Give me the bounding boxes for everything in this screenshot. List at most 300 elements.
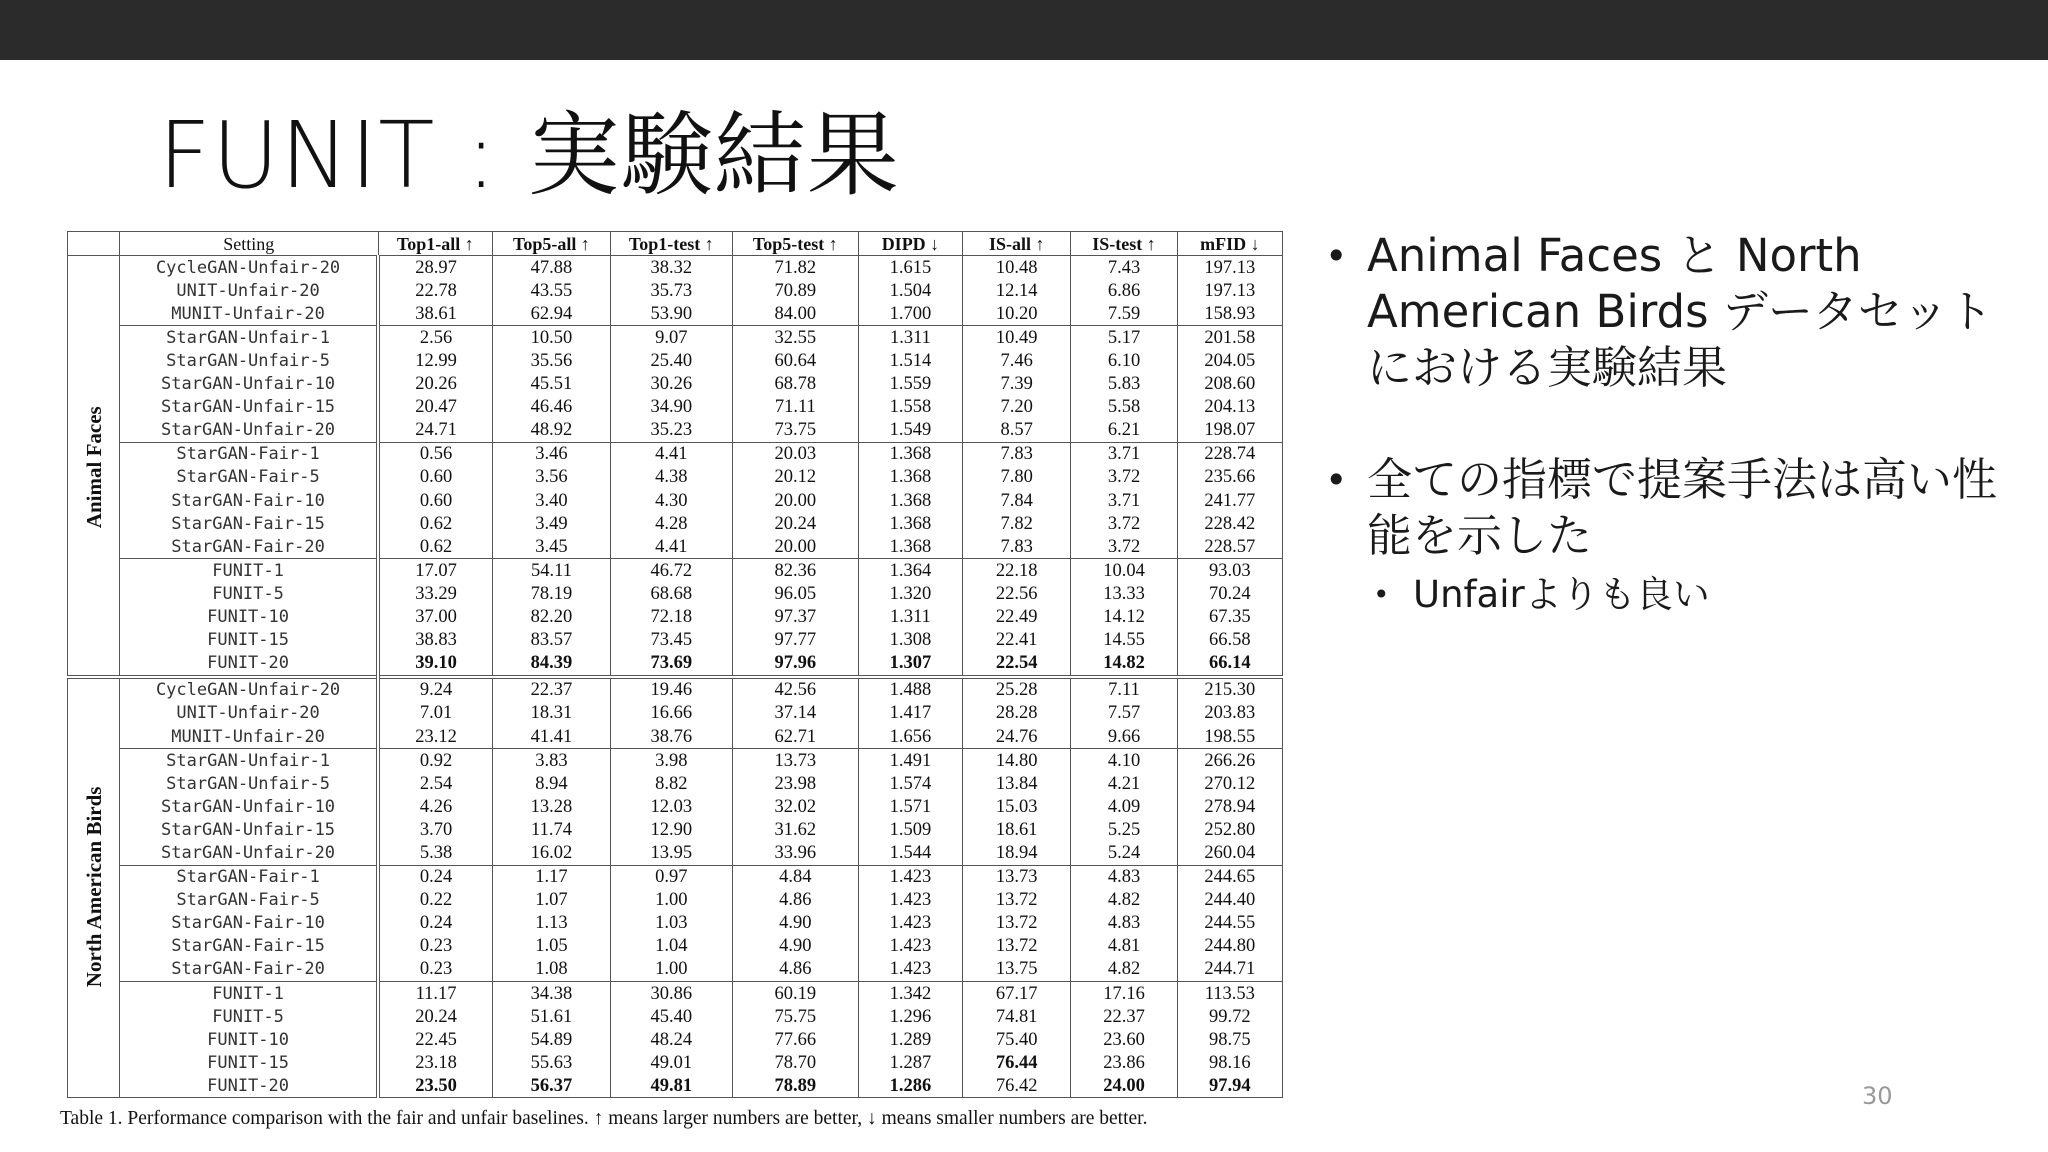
setting-cell: StarGAN-Unfair-10 bbox=[120, 795, 378, 818]
value-cell: 97.94 bbox=[1177, 1074, 1282, 1098]
value-cell: 1.514 bbox=[858, 349, 962, 372]
value-cell: 20.03 bbox=[732, 442, 858, 466]
value-cell: 3.45 bbox=[493, 535, 611, 559]
value-cell: 23.50 bbox=[378, 1074, 493, 1098]
table-row bbox=[68, 841, 1283, 865]
value-cell: 14.82 bbox=[1071, 652, 1177, 677]
value-cell: 68.68 bbox=[610, 582, 732, 605]
value-cell: 4.21 bbox=[1071, 772, 1177, 795]
setting-cell: StarGAN-Fair-5 bbox=[120, 466, 378, 489]
value-cell: 0.23 bbox=[378, 958, 493, 982]
value-cell: 208.60 bbox=[1177, 373, 1282, 396]
table-row bbox=[68, 256, 1283, 280]
value-cell: 28.97 bbox=[378, 256, 493, 280]
value-cell: 3.71 bbox=[1071, 489, 1177, 512]
sub-bullet-item bbox=[1373, 570, 2025, 620]
setting-cell: FUNIT-15 bbox=[120, 1051, 378, 1074]
value-cell: 1.287 bbox=[858, 1051, 962, 1074]
value-cell: 74.81 bbox=[963, 1005, 1071, 1028]
value-cell: 113.53 bbox=[1177, 982, 1282, 1006]
value-cell: 84.00 bbox=[732, 302, 858, 326]
value-cell: 3.49 bbox=[493, 512, 611, 535]
bullet-list bbox=[1325, 228, 2025, 620]
value-cell: 97.96 bbox=[732, 652, 858, 677]
value-cell: 9.66 bbox=[1071, 725, 1177, 749]
value-cell: 10.04 bbox=[1071, 559, 1177, 583]
table-row bbox=[68, 396, 1283, 419]
value-cell: 235.66 bbox=[1177, 466, 1282, 489]
value-cell: 60.64 bbox=[732, 349, 858, 372]
setting-cell: FUNIT-1 bbox=[120, 559, 378, 583]
value-cell: 204.05 bbox=[1177, 349, 1282, 372]
value-cell: 12.99 bbox=[378, 349, 493, 372]
value-cell: 10.49 bbox=[963, 326, 1071, 350]
setting-cell: UNIT-Unfair-20 bbox=[120, 702, 378, 725]
header-cell: mFID ↓ bbox=[1177, 232, 1282, 256]
value-cell: 20.00 bbox=[732, 489, 858, 512]
value-cell: 1.615 bbox=[858, 256, 962, 280]
value-cell: 73.45 bbox=[610, 629, 732, 652]
table-caption: Table 1. Performance comparison with the fair and unfair baselines. ↑ means larger numbers are better, ↓ means smaller numbers are better. bbox=[60, 1108, 1148, 1129]
value-cell: 30.86 bbox=[610, 982, 732, 1006]
bullet-text: Animal Faces と North American Birds データセットにおける実験結果 bbox=[1367, 229, 1993, 394]
value-cell: 51.61 bbox=[493, 1005, 611, 1028]
value-cell: 23.12 bbox=[378, 725, 493, 749]
value-cell: 9.24 bbox=[378, 677, 493, 702]
value-cell: 1.423 bbox=[858, 958, 962, 982]
bullet-marker: • bbox=[1325, 234, 1348, 278]
value-cell: 244.55 bbox=[1177, 912, 1282, 935]
value-cell: 4.10 bbox=[1071, 749, 1177, 773]
value-cell: 1.296 bbox=[858, 1005, 962, 1028]
value-cell: 25.28 bbox=[963, 677, 1071, 702]
value-cell: 35.23 bbox=[610, 419, 732, 443]
value-cell: 22.49 bbox=[963, 606, 1071, 629]
setting-cell: FUNIT-20 bbox=[120, 652, 378, 677]
value-cell: 14.80 bbox=[963, 749, 1071, 773]
results-table bbox=[67, 231, 1283, 1098]
value-cell: 62.94 bbox=[493, 302, 611, 326]
value-cell: 244.71 bbox=[1177, 958, 1282, 982]
value-cell: 244.40 bbox=[1177, 889, 1282, 912]
value-cell: 66.14 bbox=[1177, 652, 1282, 677]
value-cell: 39.10 bbox=[378, 652, 493, 677]
value-cell: 228.74 bbox=[1177, 442, 1282, 466]
value-cell: 12.90 bbox=[610, 818, 732, 841]
table-row bbox=[68, 772, 1283, 795]
value-cell: 2.54 bbox=[378, 772, 493, 795]
value-cell: 98.75 bbox=[1177, 1028, 1282, 1051]
value-cell: 6.86 bbox=[1071, 279, 1177, 302]
value-cell: 5.17 bbox=[1071, 326, 1177, 350]
results-table-container bbox=[67, 231, 1283, 1098]
value-cell: 7.43 bbox=[1071, 256, 1177, 280]
value-cell: 53.90 bbox=[610, 302, 732, 326]
value-cell: 7.01 bbox=[378, 702, 493, 725]
value-cell: 1.423 bbox=[858, 865, 962, 889]
value-cell: 13.75 bbox=[963, 958, 1071, 982]
value-cell: 38.61 bbox=[378, 302, 493, 326]
header-cell: Top5-all ↑ bbox=[493, 232, 611, 256]
dataset-group-label: Animal Faces bbox=[68, 256, 120, 677]
table-row bbox=[68, 702, 1283, 725]
value-cell: 38.83 bbox=[378, 629, 493, 652]
value-cell: 20.47 bbox=[378, 396, 493, 419]
setting-cell: FUNIT-20 bbox=[120, 1074, 378, 1098]
setting-cell: StarGAN-Fair-10 bbox=[120, 912, 378, 935]
value-cell: 75.75 bbox=[732, 1005, 858, 1028]
value-cell: 24.00 bbox=[1071, 1074, 1177, 1098]
setting-cell: FUNIT-10 bbox=[120, 606, 378, 629]
setting-cell: CycleGAN-Unfair-20 bbox=[120, 256, 378, 280]
value-cell: 5.38 bbox=[378, 841, 493, 865]
value-cell: 1.00 bbox=[610, 958, 732, 982]
value-cell: 67.17 bbox=[963, 982, 1071, 1006]
value-cell: 0.23 bbox=[378, 935, 493, 958]
setting-cell: FUNIT-10 bbox=[120, 1028, 378, 1051]
value-cell: 0.56 bbox=[378, 442, 493, 466]
setting-cell: StarGAN-Fair-1 bbox=[120, 865, 378, 889]
value-cell: 19.46 bbox=[610, 677, 732, 702]
value-cell: 12.03 bbox=[610, 795, 732, 818]
value-cell: 34.38 bbox=[493, 982, 611, 1006]
value-cell: 260.04 bbox=[1177, 841, 1282, 865]
value-cell: 78.89 bbox=[732, 1074, 858, 1098]
value-cell: 54.89 bbox=[493, 1028, 611, 1051]
value-cell: 198.07 bbox=[1177, 419, 1282, 443]
value-cell: 16.66 bbox=[610, 702, 732, 725]
value-cell: 4.83 bbox=[1071, 912, 1177, 935]
value-cell: 72.18 bbox=[610, 606, 732, 629]
value-cell: 1.656 bbox=[858, 725, 962, 749]
value-cell: 228.42 bbox=[1177, 512, 1282, 535]
setting-cell: CycleGAN-Unfair-20 bbox=[120, 677, 378, 702]
value-cell: 4.26 bbox=[378, 795, 493, 818]
value-cell: 3.72 bbox=[1071, 466, 1177, 489]
value-cell: 203.83 bbox=[1177, 702, 1282, 725]
bullet-item-datasets bbox=[1325, 228, 2025, 396]
value-cell: 16.02 bbox=[493, 841, 611, 865]
table-header-row bbox=[68, 232, 1283, 256]
table-row bbox=[68, 818, 1283, 841]
value-cell: 71.82 bbox=[732, 256, 858, 280]
value-cell: 13.72 bbox=[963, 912, 1071, 935]
value-cell: 197.13 bbox=[1177, 256, 1282, 280]
setting-cell: StarGAN-Fair-20 bbox=[120, 535, 378, 559]
value-cell: 1.04 bbox=[610, 935, 732, 958]
value-cell: 18.61 bbox=[963, 818, 1071, 841]
value-cell: 13.72 bbox=[963, 889, 1071, 912]
value-cell: 84.39 bbox=[493, 652, 611, 677]
value-cell: 244.65 bbox=[1177, 865, 1282, 889]
value-cell: 1.504 bbox=[858, 279, 962, 302]
setting-cell: FUNIT-5 bbox=[120, 1005, 378, 1028]
value-cell: 4.28 bbox=[610, 512, 732, 535]
value-cell: 24.71 bbox=[378, 419, 493, 443]
value-cell: 23.18 bbox=[378, 1051, 493, 1074]
value-cell: 1.320 bbox=[858, 582, 962, 605]
value-cell: 70.89 bbox=[732, 279, 858, 302]
setting-cell: StarGAN-Fair-10 bbox=[120, 489, 378, 512]
value-cell: 1.13 bbox=[493, 912, 611, 935]
value-cell: 3.40 bbox=[493, 489, 611, 512]
value-cell: 266.26 bbox=[1177, 749, 1282, 773]
value-cell: 13.73 bbox=[732, 749, 858, 773]
setting-cell: StarGAN-Fair-20 bbox=[120, 958, 378, 982]
value-cell: 4.82 bbox=[1071, 889, 1177, 912]
value-cell: 20.12 bbox=[732, 466, 858, 489]
value-cell: 10.50 bbox=[493, 326, 611, 350]
value-cell: 96.05 bbox=[732, 582, 858, 605]
table-row bbox=[68, 982, 1283, 1006]
value-cell: 1.549 bbox=[858, 419, 962, 443]
value-cell: 68.78 bbox=[732, 373, 858, 396]
value-cell: 0.60 bbox=[378, 466, 493, 489]
value-cell: 71.11 bbox=[732, 396, 858, 419]
value-cell: 47.88 bbox=[493, 256, 611, 280]
value-cell: 1.423 bbox=[858, 935, 962, 958]
value-cell: 4.86 bbox=[732, 958, 858, 982]
header-cell: IS-test ↑ bbox=[1071, 232, 1177, 256]
value-cell: 3.70 bbox=[378, 818, 493, 841]
value-cell: 82.36 bbox=[732, 559, 858, 583]
value-cell: 10.20 bbox=[963, 302, 1071, 326]
value-cell: 270.12 bbox=[1177, 772, 1282, 795]
table-row bbox=[68, 795, 1283, 818]
value-cell: 8.57 bbox=[963, 419, 1071, 443]
value-cell: 28.28 bbox=[963, 702, 1071, 725]
setting-cell: StarGAN-Unfair-15 bbox=[120, 818, 378, 841]
value-cell: 33.29 bbox=[378, 582, 493, 605]
setting-cell: FUNIT-15 bbox=[120, 629, 378, 652]
value-cell: 4.41 bbox=[610, 442, 732, 466]
bullet-item-metrics bbox=[1325, 452, 2025, 564]
value-cell: 62.71 bbox=[732, 725, 858, 749]
value-cell: 8.94 bbox=[493, 772, 611, 795]
value-cell: 23.60 bbox=[1071, 1028, 1177, 1051]
table-row bbox=[68, 935, 1283, 958]
value-cell: 30.26 bbox=[610, 373, 732, 396]
value-cell: 78.19 bbox=[493, 582, 611, 605]
value-cell: 46.72 bbox=[610, 559, 732, 583]
table-row bbox=[68, 559, 1283, 583]
value-cell: 17.07 bbox=[378, 559, 493, 583]
table-row bbox=[68, 489, 1283, 512]
value-cell: 23.98 bbox=[732, 772, 858, 795]
value-cell: 54.11 bbox=[493, 559, 611, 583]
table-row bbox=[68, 373, 1283, 396]
value-cell: 1.491 bbox=[858, 749, 962, 773]
setting-cell: MUNIT-Unfair-20 bbox=[120, 725, 378, 749]
value-cell: 1.417 bbox=[858, 702, 962, 725]
value-cell: 11.74 bbox=[493, 818, 611, 841]
table-row bbox=[68, 442, 1283, 466]
value-cell: 5.25 bbox=[1071, 818, 1177, 841]
value-cell: 76.42 bbox=[963, 1074, 1071, 1098]
setting-cell: FUNIT-5 bbox=[120, 582, 378, 605]
value-cell: 215.30 bbox=[1177, 677, 1282, 702]
setting-cell: StarGAN-Fair-5 bbox=[120, 889, 378, 912]
value-cell: 198.55 bbox=[1177, 725, 1282, 749]
value-cell: 73.75 bbox=[732, 419, 858, 443]
value-cell: 67.35 bbox=[1177, 606, 1282, 629]
value-cell: 7.82 bbox=[963, 512, 1071, 535]
value-cell: 3.83 bbox=[493, 749, 611, 773]
value-cell: 1.289 bbox=[858, 1028, 962, 1051]
value-cell: 70.24 bbox=[1177, 582, 1282, 605]
value-cell: 1.308 bbox=[858, 629, 962, 652]
value-cell: 1.368 bbox=[858, 442, 962, 466]
table-row bbox=[68, 1051, 1283, 1074]
value-cell: 14.12 bbox=[1071, 606, 1177, 629]
header-cell: DIPD ↓ bbox=[858, 232, 962, 256]
value-cell: 1.509 bbox=[858, 818, 962, 841]
value-cell: 31.62 bbox=[732, 818, 858, 841]
value-cell: 22.37 bbox=[493, 677, 611, 702]
setting-cell: UNIT-Unfair-20 bbox=[120, 279, 378, 302]
value-cell: 66.58 bbox=[1177, 629, 1282, 652]
table-row bbox=[68, 865, 1283, 889]
value-cell: 78.70 bbox=[732, 1051, 858, 1074]
value-cell: 22.45 bbox=[378, 1028, 493, 1051]
value-cell: 15.03 bbox=[963, 795, 1071, 818]
table-row bbox=[68, 1028, 1283, 1051]
value-cell: 14.55 bbox=[1071, 629, 1177, 652]
value-cell: 4.90 bbox=[732, 935, 858, 958]
value-cell: 4.81 bbox=[1071, 935, 1177, 958]
value-cell: 4.09 bbox=[1071, 795, 1177, 818]
value-cell: 25.40 bbox=[610, 349, 732, 372]
header-cell: IS-all ↑ bbox=[963, 232, 1071, 256]
value-cell: 197.13 bbox=[1177, 279, 1282, 302]
table-row bbox=[68, 535, 1283, 559]
value-cell: 3.71 bbox=[1071, 442, 1177, 466]
table-row bbox=[68, 302, 1283, 326]
value-cell: 1.307 bbox=[858, 652, 962, 677]
value-cell: 55.63 bbox=[493, 1051, 611, 1074]
value-cell: 6.10 bbox=[1071, 349, 1177, 372]
setting-cell: FUNIT-1 bbox=[120, 982, 378, 1006]
value-cell: 99.72 bbox=[1177, 1005, 1282, 1028]
value-cell: 82.20 bbox=[493, 606, 611, 629]
value-cell: 18.94 bbox=[963, 841, 1071, 865]
value-cell: 4.30 bbox=[610, 489, 732, 512]
value-cell: 2.56 bbox=[378, 326, 493, 350]
value-cell: 38.32 bbox=[610, 256, 732, 280]
value-cell: 1.544 bbox=[858, 841, 962, 865]
value-cell: 1.364 bbox=[858, 559, 962, 583]
value-cell: 49.81 bbox=[610, 1074, 732, 1098]
value-cell: 1.700 bbox=[858, 302, 962, 326]
value-cell: 37.14 bbox=[732, 702, 858, 725]
value-cell: 241.77 bbox=[1177, 489, 1282, 512]
value-cell: 1.286 bbox=[858, 1074, 962, 1098]
header-cell: Top1-all ↑ bbox=[378, 232, 493, 256]
value-cell: 49.01 bbox=[610, 1051, 732, 1074]
value-cell: 56.37 bbox=[493, 1074, 611, 1098]
value-cell: 18.31 bbox=[493, 702, 611, 725]
dataset-group-label: North American Birds bbox=[68, 677, 120, 1098]
value-cell: 1.03 bbox=[610, 912, 732, 935]
table-row bbox=[68, 582, 1283, 605]
value-cell: 42.56 bbox=[732, 677, 858, 702]
value-cell: 1.05 bbox=[493, 935, 611, 958]
value-cell: 97.37 bbox=[732, 606, 858, 629]
value-cell: 37.00 bbox=[378, 606, 493, 629]
value-cell: 244.80 bbox=[1177, 935, 1282, 958]
table-row bbox=[68, 629, 1283, 652]
value-cell: 13.84 bbox=[963, 772, 1071, 795]
value-cell: 60.19 bbox=[732, 982, 858, 1006]
bullet-marker: • bbox=[1325, 458, 1348, 502]
table-row bbox=[68, 912, 1283, 935]
value-cell: 22.78 bbox=[378, 279, 493, 302]
table-row bbox=[68, 349, 1283, 372]
value-cell: 1.571 bbox=[858, 795, 962, 818]
value-cell: 0.24 bbox=[378, 912, 493, 935]
value-cell: 13.72 bbox=[963, 935, 1071, 958]
header-cell: Top5-test ↑ bbox=[732, 232, 858, 256]
value-cell: 73.69 bbox=[610, 652, 732, 677]
value-cell: 4.90 bbox=[732, 912, 858, 935]
value-cell: 0.60 bbox=[378, 489, 493, 512]
value-cell: 48.92 bbox=[493, 419, 611, 443]
value-cell: 201.58 bbox=[1177, 326, 1282, 350]
value-cell: 1.558 bbox=[858, 396, 962, 419]
value-cell: 13.95 bbox=[610, 841, 732, 865]
value-cell: 45.40 bbox=[610, 1005, 732, 1028]
value-cell: 0.24 bbox=[378, 865, 493, 889]
value-cell: 1.559 bbox=[858, 373, 962, 396]
table-row bbox=[68, 326, 1283, 350]
table-row bbox=[68, 279, 1283, 302]
value-cell: 6.21 bbox=[1071, 419, 1177, 443]
table-row bbox=[68, 652, 1283, 677]
value-cell: 20.26 bbox=[378, 373, 493, 396]
value-cell: 1.08 bbox=[493, 958, 611, 982]
value-cell: 13.73 bbox=[963, 865, 1071, 889]
value-cell: 22.18 bbox=[963, 559, 1071, 583]
value-cell: 35.73 bbox=[610, 279, 732, 302]
sub-bullet-marker: • bbox=[1373, 578, 1390, 611]
value-cell: 0.62 bbox=[378, 512, 493, 535]
value-cell: 0.92 bbox=[378, 749, 493, 773]
value-cell: 11.17 bbox=[378, 982, 493, 1006]
value-cell: 43.55 bbox=[493, 279, 611, 302]
value-cell: 24.76 bbox=[963, 725, 1071, 749]
value-cell: 98.16 bbox=[1177, 1051, 1282, 1074]
value-cell: 1.17 bbox=[493, 865, 611, 889]
value-cell: 5.58 bbox=[1071, 396, 1177, 419]
value-cell: 4.82 bbox=[1071, 958, 1177, 982]
value-cell: 1.488 bbox=[858, 677, 962, 702]
slide-title: FUNIT : 実験結果 bbox=[158, 102, 900, 209]
value-cell: 252.80 bbox=[1177, 818, 1282, 841]
value-cell: 4.86 bbox=[732, 889, 858, 912]
value-cell: 3.98 bbox=[610, 749, 732, 773]
value-cell: 4.38 bbox=[610, 466, 732, 489]
value-cell: 3.46 bbox=[493, 442, 611, 466]
value-cell: 75.40 bbox=[963, 1028, 1071, 1051]
table-row bbox=[68, 1005, 1283, 1028]
setting-cell: StarGAN-Unfair-15 bbox=[120, 396, 378, 419]
table-row bbox=[68, 749, 1283, 773]
table-row bbox=[68, 725, 1283, 749]
table-row bbox=[68, 466, 1283, 489]
value-cell: 41.41 bbox=[493, 725, 611, 749]
value-cell: 1.342 bbox=[858, 982, 962, 1006]
value-cell: 33.96 bbox=[732, 841, 858, 865]
